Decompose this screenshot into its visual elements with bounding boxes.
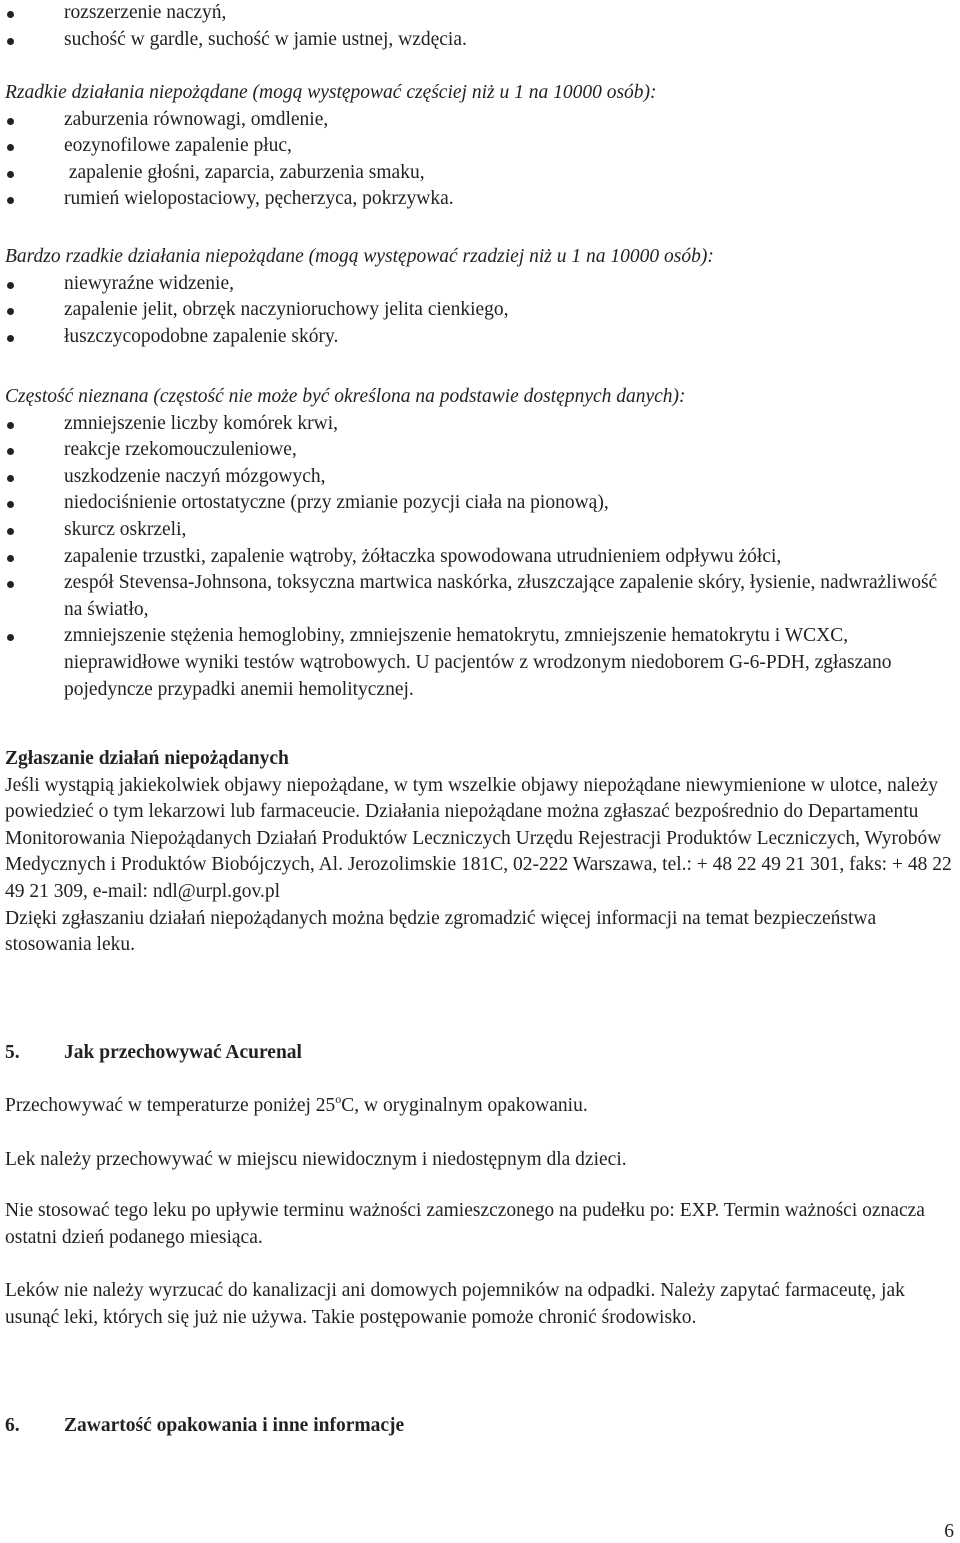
rare-effects-section — [5, 80, 957, 213]
list-item: zapalenie trzustki, zapalenie wątroby, żółtaczka spowodowana utrudnieniem odpływu żółci, — [5, 544, 957, 571]
storage-temperature-paragraph: Przechowywać w temperaturze poniżej 25$^o$C, w oryginalnym opakowaniu. — [5, 1092, 588, 1116]
list-item: reakcje rzekomouczuleniowe, — [5, 437, 957, 464]
unknown-frequency-heading: Częstość nieznana (częstość nie może być określona na podstawie dostępnych danych): — [5, 386, 686, 407]
storage-children-paragraph: Lek należy przechowywać w miejscu niewidocznym i niedostępnym dla dzieci. — [5, 1149, 627, 1170]
list-item: łuszczycopodobne zapalenie skóry. — [5, 324, 957, 351]
section-5-heading — [5, 1040, 302, 1066]
unknown-frequency-list — [5, 411, 957, 704]
top-list-section — [5, 0, 957, 53]
list-item: rozszerzenie naczyń, — [5, 0, 957, 27]
list-item: zmniejszenie liczby komórek krwi, — [5, 411, 957, 438]
list-item: skurcz oskrzeli, — [5, 517, 957, 544]
list-item: zaburzenia równowagi, omdlenie, — [5, 107, 957, 134]
section-6-heading — [5, 1413, 404, 1439]
very-rare-effects-list — [5, 271, 957, 351]
unknown-frequency-section — [5, 384, 957, 703]
list-item: niewyraźne widzenie, — [5, 271, 957, 298]
degree-superscript: o — [335, 1092, 342, 1106]
reporting-paragraph: Jeśli wystąpią jakiekolwiek objawy niepożądane, w tym wszelkie objawy niepożądane niewymienione w ulotce, należy powiedzieć o tym lekarzowi lub farmaceucie. Działania niepożądane można zgłaszać bezpośrednio do Departamentu Monitorowania Niepożądanych Działań Produktów Leczniczych Urzędu Rejestracji Produktów Leczniczych, Wyrobów Medycznych i Produktów Biobójczych, Al. Jerozolimskie 181C, 02-222 Warszawa, tel.: + 48 22 49 21 301, faks: + 48 22 49 21 309, e-mail: ndl@urpl.gov.pl — [5, 774, 952, 902]
list-item: uszkodzenie naczyń mózgowych, — [5, 464, 957, 491]
reporting-benefit-paragraph: Dzięki zgłaszaniu działań niepożądanych można będzie zgromadzić więcej informacji na temat bezpieczeństwa stosowania leku. — [5, 907, 877, 956]
section-5-number: 5. — [5, 1042, 20, 1063]
section-5-title: Jak przechowywać Acurenal — [64, 1042, 302, 1063]
page-number: 6 — [944, 1521, 954, 1542]
very-rare-effects-section — [5, 244, 957, 350]
list-item: zespół Stevensa-Johnsona, toksyczna martwica naskórka, złuszczające zapalenie skóry, łysienie, nadwrażliwość na światło, — [5, 570, 957, 623]
section-6-title: Zawartość opakowania i inne informacje — [64, 1415, 405, 1436]
top-list — [5, 0, 957, 53]
reporting-section — [5, 746, 957, 959]
list-item: rumień wielopostaciowy, pęcherzyca, pokrzywka. — [5, 186, 957, 213]
disposal-paragraph: Leków nie należy wyrzucać do kanalizacji ani domowych pojemników na odpadki. Należy zapytać farmaceutę, jak usunąć leki, których się już nie używa. Takie postępowanie pomoże chronić środowisko. — [5, 1280, 905, 1328]
rare-effects-heading: Rzadkie działania niepożądane (mogą występować częściej niż u 1 na 10000 osób): — [5, 82, 657, 103]
list-item: niedociśnienie ortostatyczne (przy zmianie pozycji ciała na pionową), — [5, 490, 957, 517]
list-item: zapalenie jelit, obrzęk naczynioruchowy jelita cienkiego, — [5, 297, 957, 324]
reporting-heading: Zgłaszanie działań niepożądanych — [5, 748, 289, 769]
list-item: suchość w gardle, suchość w jamie ustnej, wzdęcia. — [5, 27, 957, 54]
list-item: zmniejszenie stężenia hemoglobiny, zmniejszenie hematokrytu, zmniejszenie hematokrytu i WCXC, nieprawidłowe wyniki testów wątrobowych. U pacjentów z wrodzonym niedoborem G-6-PDH, zgłaszano pojedyncze przypadki anemii hemolitycznej. — [5, 623, 957, 703]
section-6-number: 6. — [5, 1415, 20, 1436]
rare-effects-list — [5, 107, 957, 213]
very-rare-effects-heading: Bardzo rzadkie działania niepożądane (mogą występować rzadziej niż u 1 na 10000 osób): — [5, 246, 714, 267]
list-item: zapalenie głośni, zaparcia, zaburzenia smaku, — [5, 160, 957, 187]
list-item: eozynofilowe zapalenie płuc, — [5, 133, 957, 160]
expiry-paragraph: Nie stosować tego leku po upływie terminu ważności zamieszczonego na pudełku po: EXP. Termin ważności oznacza ostatni dzień podanego miesiąca. — [5, 1200, 925, 1248]
